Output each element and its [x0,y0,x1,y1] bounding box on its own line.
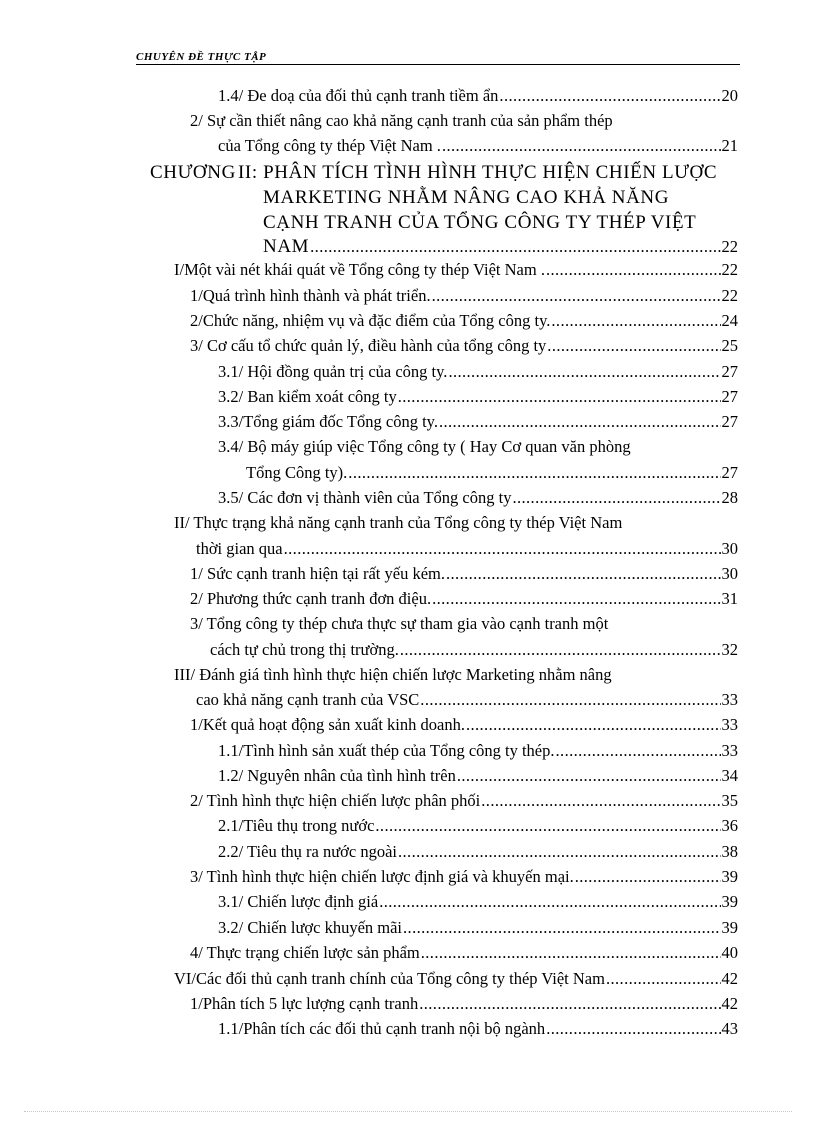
toc-entry-III-1-2[interactable] [218,763,738,788]
toc-entry-title: 1/Kết quả hoạt động sản xuất kinh doanh. [190,715,465,734]
toc-page-number: 27 [721,463,738,482]
toc-entry-I-3-2[interactable] [218,384,738,409]
toc-entry-I-2[interactable] [190,308,738,333]
header-title: CHUYÊN ĐỀ THỰC TẬP [136,51,267,63]
toc-page-number: 33 [721,715,738,734]
toc-entry-II-3-line1 [190,611,702,636]
toc-entry-I-3-4-line1 [218,434,702,459]
toc-leader-dots [439,409,721,434]
toc-entry-I-3-3[interactable] [218,409,738,434]
toc-entry-title: 1.2/ Nguyên nhân của tình hình trên [218,766,456,785]
toc-leader-dots [481,788,720,813]
toc-page-number: 33 [721,741,738,760]
toc-leader-dots [446,561,721,586]
chapter-2-line3: CẠNH TRANH CỦA TỔNG CÔNG TY THÉP VIỆT [263,212,697,233]
toc-page-number: 20 [721,86,738,105]
toc-entry-title: VI/Các đối thủ cạnh tranh chính của Tổng công ty thép Việt Nam [174,969,605,988]
toc-entry-title: 3.5/ Các đơn vị thành viên của Tổng công ty [218,488,512,507]
toc-leader-dots [379,889,720,914]
toc-entry-III-2-1[interactable] [218,813,738,838]
toc-leader-dots [466,712,721,737]
toc-page-number: 39 [721,918,738,937]
toc-entry-III[interactable] [196,687,738,712]
toc-leader-dots [448,359,720,384]
toc-entry-VI-1-1[interactable] [218,1016,738,1041]
toc-entry-title: thời gian qua [196,539,283,558]
toc-entry-VI-1[interactable] [190,991,738,1016]
toc-leader-dots [419,991,720,1016]
toc-page-number: 31 [721,589,738,608]
toc-page-number: 27 [721,387,738,406]
toc-leader-dots [499,83,720,108]
toc-entry-title: 2.1/Tiêu thụ trong nước [218,816,375,835]
toc-entry-title: 2/Chức năng, nhiệm vụ và đặc điểm của Tổng công ty. [190,311,551,330]
toc-entry-title: 2.2/ Tiêu thụ ra nước ngoài [218,842,397,861]
toc-page-number: 22 [721,237,738,256]
toc-entry-II-3[interactable] [210,637,738,662]
toc-leader-dots [575,864,721,889]
toc-entry-III-3-1[interactable] [218,889,738,914]
toc-page-number: 39 [721,867,738,886]
toc-entry-II[interactable] [196,536,738,561]
toc-page-number: 27 [721,412,738,431]
toc-entry-title: 1/Phân tích 5 lực lượng cạnh tranh [190,994,419,1013]
toc-entry-title: 2/ Tình hình thực hiện chiến lược phân phối [190,791,481,810]
chapter-2-line2: MARKETING NHẰM NÂNG CAO KHẢ NĂNG [263,187,670,208]
toc-page-number: 24 [721,311,738,330]
toc-entry-2[interactable] [218,133,738,158]
toc-page-number: 35 [721,791,738,810]
toc-entry-title: NAM [263,236,310,257]
toc-entry-title-line1: 2/ Sự cần thiết nâng cao khả năng cạnh tranh của sản phẩm thép [190,111,613,130]
toc-entry-title: 3.1/ Chiến lược định giá [218,892,379,911]
toc-entry-title: 1.4/ Đe doạ của đối thủ cạnh tranh tiềm ẩn [218,86,499,105]
toc-leader-dots [403,915,720,940]
toc-entry-title: 1/Quá trình hình thành và phát triển. [190,286,431,305]
toc-page-number: 43 [721,1019,738,1038]
toc-page-number: 40 [721,943,738,962]
toc-entry-1-4[interactable] [218,83,738,108]
toc-page-number: 27 [721,362,738,381]
toc-page-number: 25 [721,336,738,355]
toc-entry-I[interactable] [174,257,738,282]
toc-entry-chapter-2[interactable] [263,234,738,259]
toc-entry-III-2[interactable] [190,788,738,813]
toc-leader-dots [284,536,721,561]
toc-entry-title: I/Một vài nét khái quát về Tổng công ty thép Việt Nam . [174,260,545,279]
toc-entry-I-3-4[interactable] [246,460,738,485]
toc-entry-2-line1 [190,108,702,133]
toc-page-number: 34 [721,766,738,785]
toc-leader-dots [551,308,720,333]
toc-entry-III-2-2[interactable] [218,839,738,864]
toc-entry-title: 2/ Phương thức cạnh tranh đơn điệu. [190,589,432,608]
page-footer-rule [24,1111,792,1112]
toc-entry-III-1-1[interactable] [218,738,738,763]
toc-entry-title: 3.2/ Ban kiểm xoát công ty [218,387,397,406]
toc-page-number: 33 [721,690,738,709]
toc-entry-title: Tổng Công ty). [246,463,348,482]
toc-leader-dots [398,839,721,864]
toc-leader-dots [432,586,720,611]
toc-leader-dots [398,384,721,409]
toc-page-number: 36 [721,816,738,835]
toc-page-number: 30 [721,539,738,558]
toc-entry-title: 1.1/Tình hình sản xuất thép của Tổng công ty thép. [218,741,555,760]
toc-leader-dots [442,133,721,158]
toc-entry-title: 3/ Tình hình thực hiện chiến lược định giá và khuyến mại. [190,867,574,886]
toc-leader-dots [310,234,720,259]
toc-entry-title: 1.1/Phân tích các đối thủ cạnh tranh nội bộ ngành [218,1019,546,1038]
chapter-2-line1: II: PHÂN TÍCH TÌNH HÌNH THỰC HIỆN CHIẾN LƯỢC [238,162,718,183]
toc-entry-title: của Tổng công ty thép Việt Nam . [218,136,441,155]
toc-entry-III-3[interactable] [190,864,738,889]
toc-entry-I-3-1[interactable] [218,359,738,384]
toc-leader-dots [375,813,720,838]
toc-entry-III-4[interactable] [190,940,738,965]
toc-entry-title: cách tự chủ trong thị trường. [210,640,399,659]
page-header [136,50,740,65]
toc-page-number: 21 [721,136,738,155]
toc-leader-dots [606,966,721,991]
toc-entry-I-3-5[interactable] [218,485,738,510]
toc-leader-dots [457,763,721,788]
toc-page-number: 39 [721,892,738,911]
toc-entry-I-1[interactable] [190,283,738,308]
toc-page-number: 22 [721,286,738,305]
toc-entry-II-line1: II/ Thực trạng khả năng cạnh tranh của Tổng công ty thép Việt Nam [174,513,623,532]
toc-leader-dots [421,940,721,965]
toc-leader-dots [546,1016,720,1041]
toc-entry-title: 3.3/Tổng giám đốc Tổng công ty. [218,412,438,431]
toc-page-number: 42 [721,969,738,988]
toc-entry-title: cao khả năng cạnh tranh của VSC [196,690,420,709]
toc-entry-title: 3.1/ Hội đồng quản trị của công ty. [218,362,448,381]
toc-entry-II-1[interactable] [190,561,738,586]
chapter-word: CHƯƠNG [150,162,236,183]
toc-page-number: 30 [721,564,738,583]
toc-page-number: 32 [721,640,738,659]
toc-page-number: 22 [721,260,738,279]
toc-leader-dots [556,738,721,763]
toc-leader-dots [432,283,721,308]
toc-entry-III-line1: III/ Đánh giá tình hình thực hiện chiến lược Marketing nhằm nâng [174,665,612,684]
toc-entry-III-3-2[interactable] [218,915,738,940]
toc-leader-dots [420,687,720,712]
toc-entry-III-1[interactable] [190,712,738,737]
toc-page-number: 28 [721,488,738,507]
toc-entry-VI[interactable] [174,966,738,991]
toc-leader-dots [546,257,721,282]
toc-entry-title-line1: 3/ Tổng công ty thép chưa thực sự tham gia vào cạnh tranh một [190,614,609,633]
toc-page-number: 42 [721,994,738,1013]
toc-leader-dots [547,333,720,358]
toc-leader-dots [400,637,721,662]
toc-entry-II-2[interactable] [190,586,738,611]
toc-entry-I-3[interactable] [190,333,738,358]
toc-page-number: 38 [721,842,738,861]
toc-entry-title-line1: 3.4/ Bộ máy giúp việc Tổng công ty ( Hay Cơ quan văn phòng [218,437,631,456]
toc-leader-dots [512,485,720,510]
toc-leader-dots [348,460,720,485]
toc-entry-title: 4/ Thực trạng chiến lược sản phẩm [190,943,420,962]
toc-entry-title: 3.2/ Chiến lược khuyến mãi [218,918,403,937]
toc-entry-title: 3/ Cơ cấu tổ chức quản lý, điều hành của tổng công ty [190,336,547,355]
toc-entry-title: 1/ Sức cạnh tranh hiện tại rất yếu kém. [190,564,445,583]
